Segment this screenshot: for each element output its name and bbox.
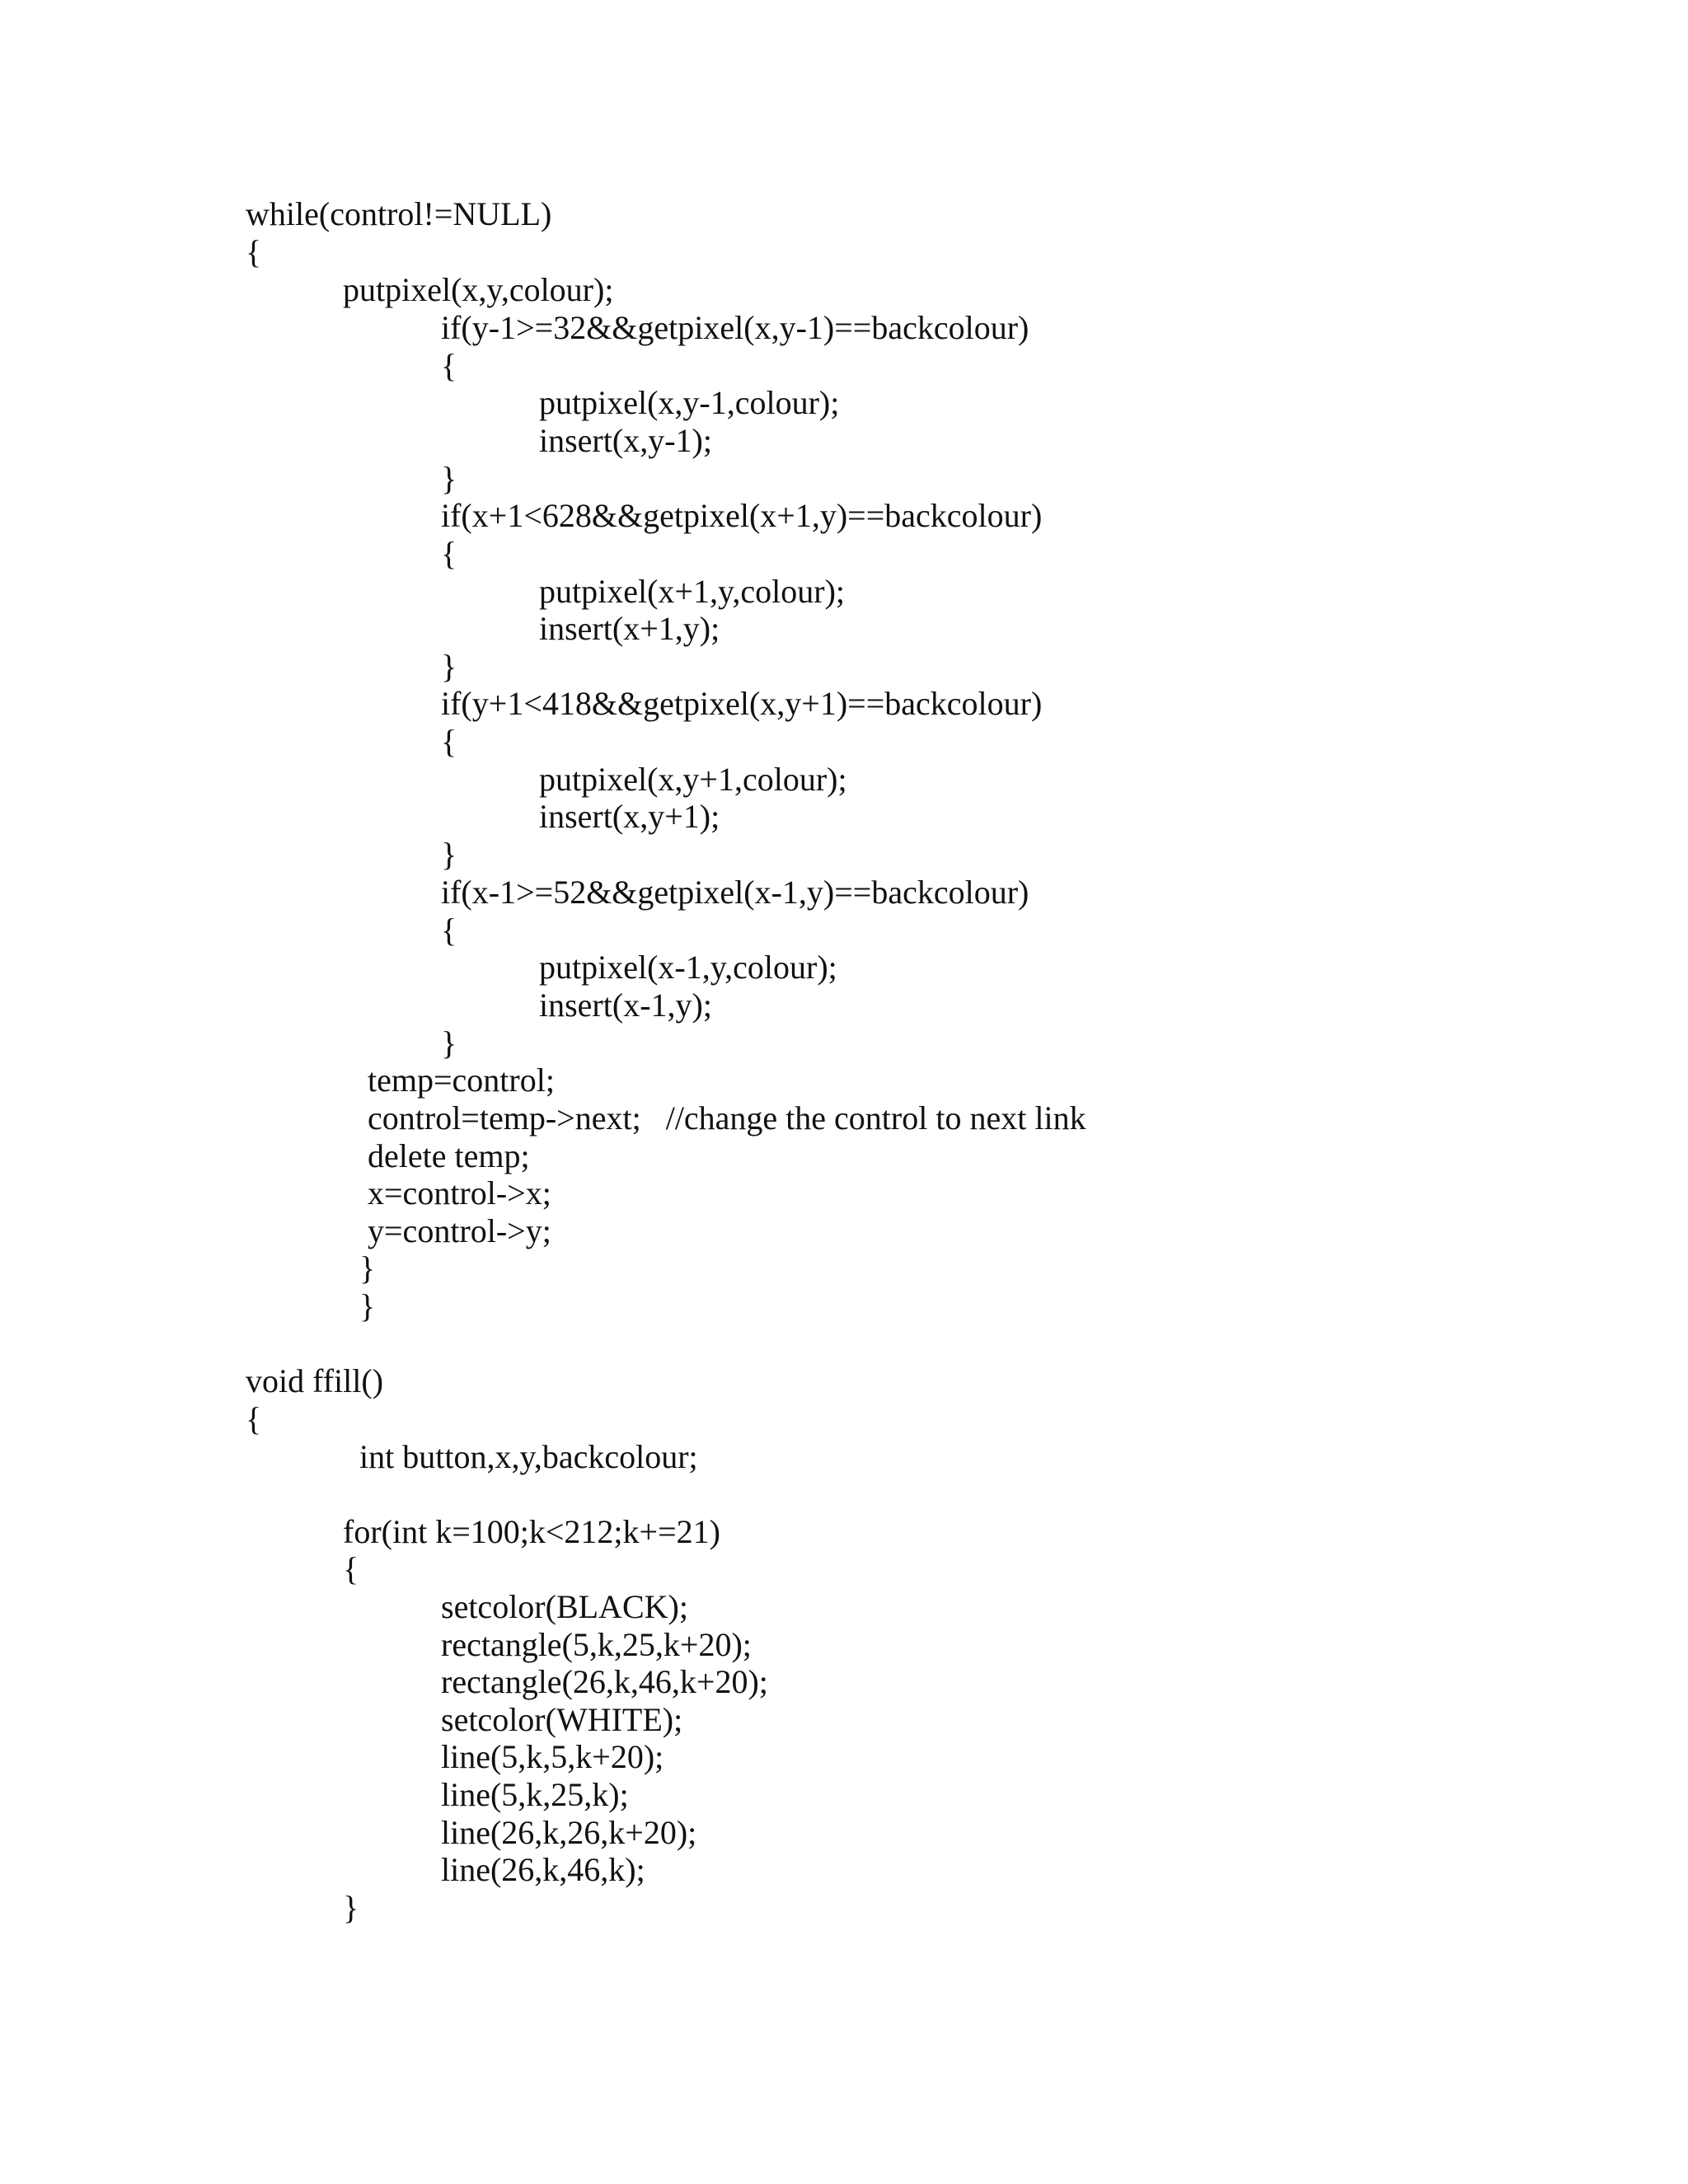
- code-line: putpixel(x+1,y,colour);: [539, 573, 845, 610]
- code-line: rectangle(26,k,46,k+20);: [441, 1663, 768, 1700]
- code-line: }: [359, 1249, 376, 1286]
- code-line: insert(x,y+1);: [539, 798, 720, 835]
- code-line: line(26,k,46,k);: [441, 1851, 645, 1888]
- code-line: if(x-1>=52&&getpixel(x-1,y)==backcolour): [441, 874, 1029, 911]
- code-line: {: [343, 1550, 359, 1587]
- code-line: }: [441, 836, 457, 873]
- code-line: void ffill(): [246, 1362, 384, 1399]
- code-line: x=control->x;: [368, 1174, 551, 1212]
- code-line: temp=control;: [368, 1062, 555, 1099]
- code-line: int button,x,y,backcolour;: [359, 1438, 698, 1475]
- code-line: rectangle(5,k,25,k+20);: [441, 1626, 752, 1663]
- code-line: }: [441, 648, 457, 685]
- code-line: {: [441, 912, 457, 949]
- code-line: while(control!=NULL): [246, 195, 552, 232]
- code-line: y=control->y;: [368, 1212, 551, 1249]
- code-line: }: [359, 1287, 376, 1324]
- code-line: }: [343, 1889, 359, 1926]
- code-line: putpixel(x,y+1,colour);: [539, 761, 847, 798]
- code-line: putpixel(x,y-1,colour);: [539, 384, 840, 421]
- code-line: if(x+1<628&&getpixel(x+1,y)==backcolour): [441, 497, 1043, 534]
- code-line: insert(x,y-1);: [539, 422, 712, 459]
- code-line: for(int k=100;k<212;k+=21): [343, 1513, 720, 1550]
- code-line: }: [441, 1024, 457, 1062]
- code-line: {: [441, 347, 457, 384]
- code-line: {: [246, 233, 262, 270]
- code-line: if(y-1>=32&&getpixel(x,y-1)==backcolour): [441, 309, 1029, 346]
- code-line: insert(x-1,y);: [539, 987, 712, 1024]
- code-line: insert(x+1,y);: [539, 610, 720, 647]
- code-line: {: [246, 1400, 262, 1437]
- code-line: line(26,k,26,k+20);: [441, 1814, 697, 1851]
- code-line: setcolor(BLACK);: [441, 1588, 688, 1625]
- code-line: line(5,k,25,k);: [441, 1776, 629, 1813]
- code-line: }: [441, 460, 457, 497]
- code-line: if(y+1<418&&getpixel(x,y+1)==backcolour): [441, 685, 1043, 722]
- code-line: putpixel(x-1,y,colour);: [539, 949, 837, 986]
- code-line: {: [441, 723, 457, 760]
- code-line: setcolor(WHITE);: [441, 1701, 683, 1738]
- code-line: {: [441, 535, 457, 572]
- code-line: control=temp->next; //change the control to next link: [368, 1099, 1086, 1137]
- code-line: line(5,k,5,k+20);: [441, 1738, 664, 1775]
- code-line: delete temp;: [368, 1137, 530, 1174]
- code-line: putpixel(x,y,colour);: [343, 271, 614, 308]
